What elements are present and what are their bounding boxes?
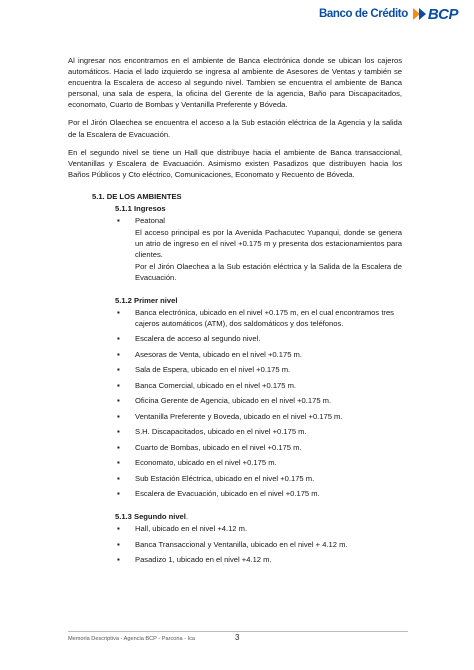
bcp-logo	[319, 5, 458, 23]
bullet-icon: ▪	[117, 442, 120, 452]
bullet-icon: ▪	[117, 334, 120, 344]
list-item: ▪ Ventanilla Preferente y Boveda, ubicado en el nivel +0.175 m.	[117, 411, 343, 421]
section-title: 5.1. DE LOS AMBIENTES	[92, 191, 182, 201]
ingresos-text-1: El acceso principal es por la Avenida Pachacutec Yupanqui, donde se genera un atrio de ingreso en el nivel +0.175 m y presenta dos estacionamientos para clientes.	[135, 228, 402, 260]
bullet-icon: ▪	[117, 555, 120, 565]
list-item: ▪ Escalera de acceso al segundo nivel.	[117, 334, 261, 344]
list-item: ▪ Sala de Espera, ubicado en el nivel +0.175 m.	[117, 365, 291, 375]
list-item: ▪ Hall, ubicado en el nivel +4.12 m.	[117, 524, 248, 534]
primer-nivel-list	[115, 307, 402, 500]
list-item: ▪ Sub Estación Eléctrica, ubicado en el nivel +0.175 m.	[117, 473, 315, 483]
bullet-icon: ▪	[117, 473, 120, 483]
logo-text: Banco de Crédito	[319, 8, 408, 20]
page-number: 3	[235, 633, 240, 642]
ingresos-text-2: Por el Jirón Olaechea a la Sub estación eléctrica y la Salida de la Escalera de Evacuación.	[135, 261, 402, 282]
bullet-icon: ▪	[117, 411, 120, 421]
footer-text: Memoria Descriptiva - Agencia BCP - Parcona - Ica	[68, 636, 196, 642]
list-item: ▪ Asesoras de Venta, ubicado en el nivel +0.175 m.	[117, 349, 302, 359]
list-item: ▪ Peatonal	[117, 216, 165, 226]
document-body	[68, 55, 402, 570]
list-item: ▪ Economato, ubicado en el nivel +0.175 m.	[117, 458, 277, 468]
bullet-icon: ▪	[117, 307, 120, 317]
bullet-icon: ▪	[117, 458, 120, 468]
list-item: ▪ Pasadizo 1, ubicado en el nivel +4.12 m.	[117, 555, 272, 565]
paragraph-1: Al ingresar nos encontramos en el ambiente de Banca electrónica donde se ubican los cajeros automáticos. Hacia el lado izquierdo se ingresa al ambiente de Asesores de Ventas y también se encuentra la Escalera de acceso al segundo nivel. Tambien se encuentra el ambiente de Banca personal, una sala de espera, la oficina del Gerente de la agencia, Baño para Discapacitados, economato, Cuarto de Bombas y Ventanilla Preferente y Bóveda.	[68, 56, 402, 110]
ingresos-list	[115, 215, 402, 226]
bullet-icon: ▪	[117, 216, 120, 226]
bullet-icon: ▪	[117, 365, 120, 375]
bullet-icon: ▪	[117, 524, 120, 534]
bullet-icon: ▪	[117, 489, 120, 499]
logo-arrow-icon	[413, 8, 427, 20]
bullet-icon: ▪	[117, 396, 120, 406]
paragraph-3: En el segundo nivel se tiene un Hall que distribuye hacia el ambiente de Banca transaccional, Ventanillas y Escalera de Evacuación. Asimismo existen Pasadizos que distribuyen hacia los Baños Públicos y Cto eléctrico, Comunicaciones, Economato y Recuento de Bóveda.	[68, 147, 402, 179]
subsection-primer-nivel-title: 5.1.2 Primer nivel	[115, 295, 178, 305]
bullet-icon: ▪	[117, 539, 120, 549]
list-item: ▪ Oficina Gerente de Agencia, ubicado en el nivel +0.175 m.	[117, 396, 332, 406]
bullet-icon: ▪	[117, 380, 120, 390]
subsection-segundo-nivel-title: 5.1.3 Segundo nivel.	[115, 512, 189, 522]
list-item: ▪ Banca Comercial, ubicado en el nivel +0.175 m.	[117, 380, 297, 390]
bullet-icon: ▪	[117, 427, 120, 437]
paragraph-2: Por el Jirón Olaechea se encuentra el acceso a la Sub estación eléctrica de la Agencia y la salida de la Escalera de Evacuación.	[68, 118, 402, 139]
list-item: ▪ Banca Transaccional y Ventanilla, ubicado en el nivel + 4.12 m.	[117, 539, 348, 549]
logo-bcp: BCP	[427, 5, 458, 23]
list-item: ▪ Escalera de Evacuación, ubicado en el nivel +0.175 m.	[117, 489, 320, 499]
footer-divider	[68, 631, 408, 632]
list-item: ▪ Banca electrónica, ubicado en el nivel +0.175 m, en el cual encontramos tres cajeros automáticos (ATM), dos saldomáticos y dos teléfonos.	[117, 307, 394, 328]
segundo-nivel-list	[115, 523, 402, 565]
list-item: ▪ Cuarto de Bombas, ubicado en el nivel +0.175 m.	[117, 442, 302, 452]
subsection-ingresos-title: 5.1.1 Ingresos	[115, 204, 166, 214]
bullet-icon: ▪	[117, 349, 120, 359]
list-item: ▪ S.H. Discapacitados, ubicado en el nivel +0.175 m.	[117, 427, 307, 437]
